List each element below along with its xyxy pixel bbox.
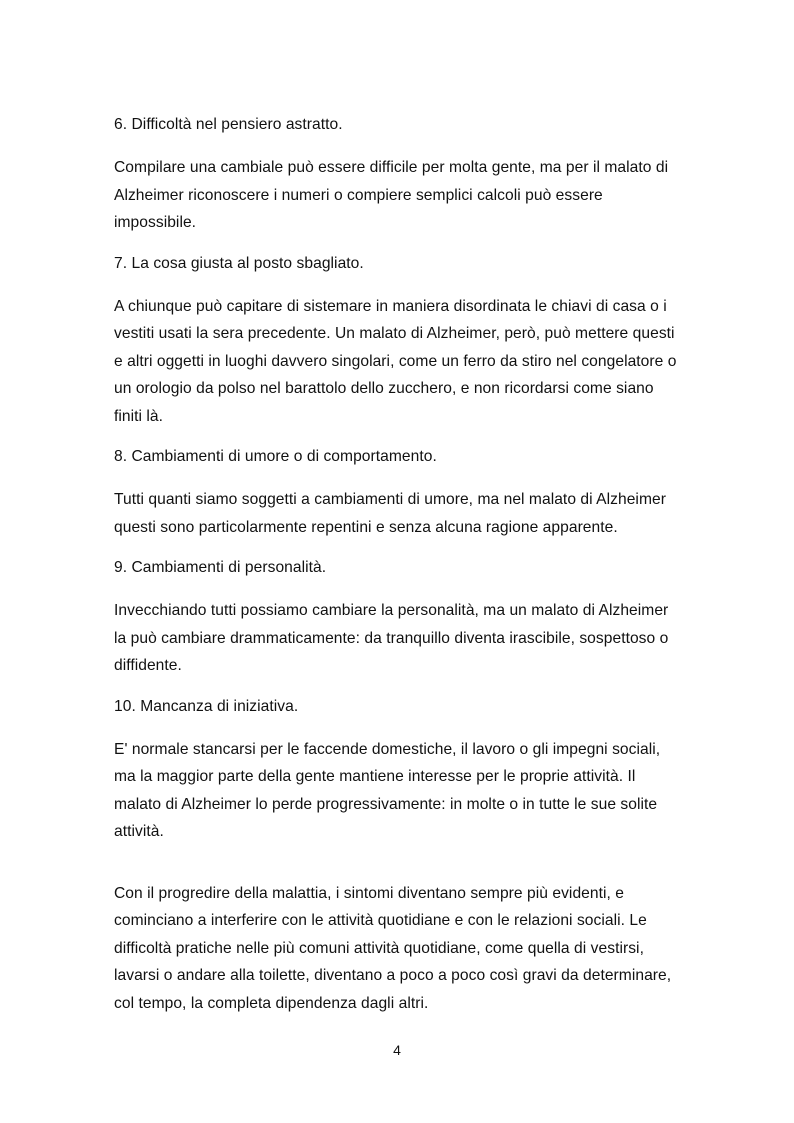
section-heading: 8. Cambiamenti di umore o di comportamento. (114, 448, 437, 465)
page-content (114, 112, 684, 1031)
section-6 (114, 112, 684, 237)
section-7 (114, 251, 684, 431)
section-paragraph: Compilare una cambiale può essere difficile per molta gente, ma per il malato di Alzheimer riconoscere i numeri o compiere semplici calcoli può essere impossibile. (114, 159, 669, 231)
closing-paragraph: Con il progredire della malattia, i sintomi diventano sempre più evidenti, e cominciano a interferire con le attività quotidiane e con le relazioni sociali. Le difficoltà pratiche nelle più comuni attività quotidiane, come quella di vestirsi, lavarsi o andare alla toilette, diventano a poco a poco così gravi da determinare, col tempo, la completa dipendenza dagli altri. (114, 884, 672, 1012)
section-heading: 7. La cosa giusta al posto sbagliato. (114, 254, 364, 272)
section-10 (114, 694, 684, 846)
section-paragraph: E' normale stancarsi per le faccende domestiche, il lavoro o gli impegni sociali, ma la maggior parte della gente mantiene interesse per le proprie attività. Il malato di Alzheimer lo perde progressivamente: in molte o in tutte le sue solite attività. (114, 740, 661, 840)
section-9 (114, 555, 684, 680)
section-heading: 6. Difficoltà nel pensiero astratto. (114, 116, 343, 133)
section-paragraph: Invecchiando tutti possiamo cambiare la personalità, ma un malato di Alzheimer la può cambiare drammaticamente: da tranquillo diventa irascibile, sospettoso o diffidente. (114, 602, 669, 674)
section-heading: 9. Cambiamenti di personalità. (114, 559, 327, 576)
section-paragraph: Tutti quanti siamo soggetti a cambiamenti di umore, ma nel malato di Alzheimer questi sono particolarmente repentini e senza alcuna ragione apparente. (114, 491, 666, 536)
section-heading: 10. Mancanza di iniziativa. (114, 697, 299, 715)
section-paragraph: A chiunque può capitare di sistemare in maniera disordinata le chiavi di casa o i vestiti usati la sera precedente. Un malato di Alzheimer, però, può mettere questi e altri oggetti in luoghi davvero singolari, come un ferro da stiro nel congelatore o un orologio da polso nel barattolo dello zucchero, e non ricordarsi come siano finiti là. (114, 297, 677, 425)
section-8 (114, 444, 684, 541)
page-number: 4 (393, 1042, 401, 1058)
